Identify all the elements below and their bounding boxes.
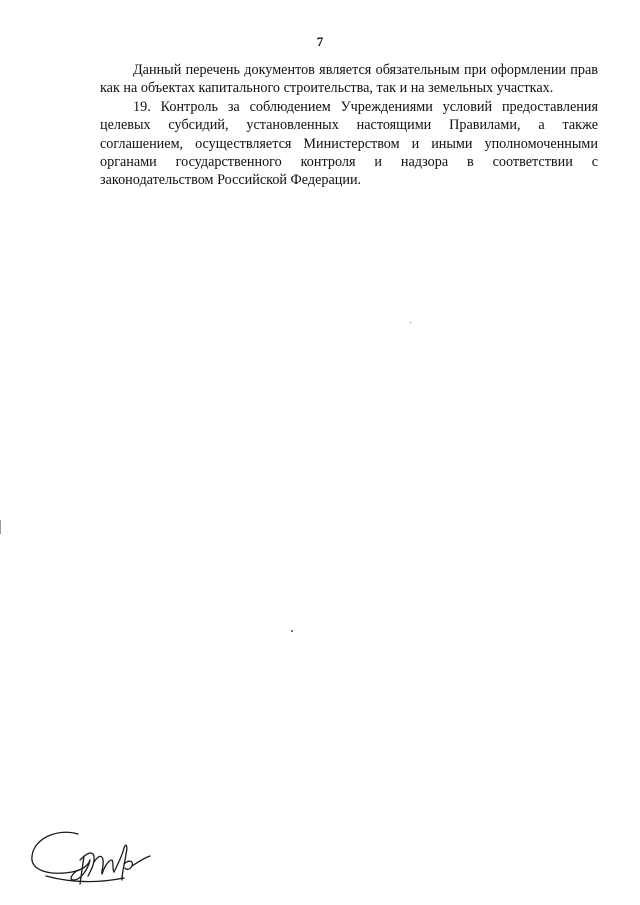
paragraph-clause-19: 19. Контроль за соблюдением Учреждениями условий предоставления целевых субсидий, установленных настоящими Правилами, а также соглашением, осуществляется Министерством и иными уполномоченными органами государственного контроля и надзора в соответствии с законодательством Российской Федерации. xyxy=(100,98,598,189)
signature-mark xyxy=(28,820,168,890)
scan-speck xyxy=(410,322,411,323)
scan-edge-mark xyxy=(0,520,1,534)
paragraph-list-note: Данный перечень документов является обязательным при оформлении прав как на объектах капитального строительства, так и на земельных участках. xyxy=(100,62,598,97)
body-text xyxy=(100,61,598,190)
scan-speck xyxy=(291,630,293,632)
page-number: 7 xyxy=(316,34,324,49)
